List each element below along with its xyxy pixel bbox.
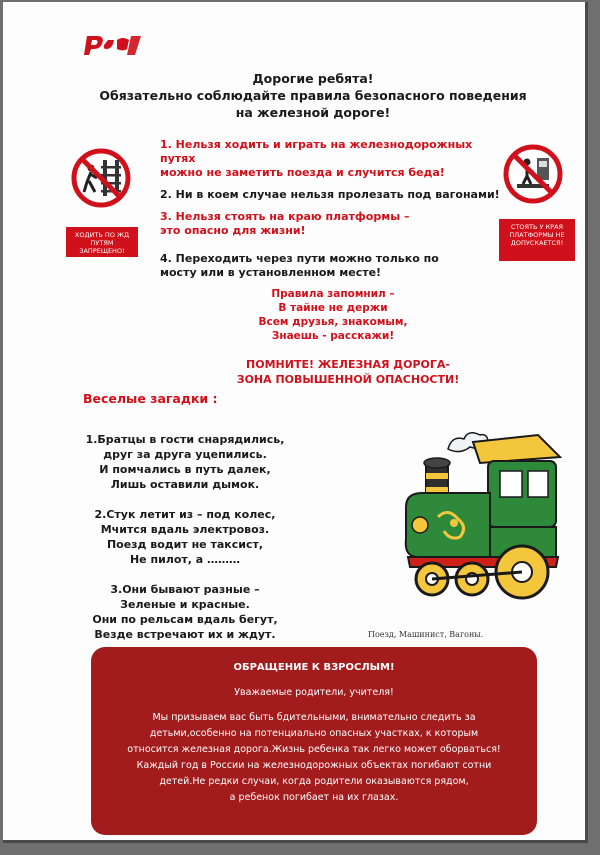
title-line: на железной дороге! — [235, 105, 391, 120]
rhyme: Правила запомнил – В тайне не держи Всем друзья, знакомым, Знаешь - расскажи! — [258, 288, 408, 342]
safety-rules — [160, 138, 505, 280]
title-line: Обязательно соблюдайте правила безопасного поведения — [99, 88, 527, 103]
appeal-to-adults-box — [91, 647, 537, 835]
no-walking-on-tracks-icon — [71, 148, 131, 208]
riddle-2: 2.Стук летит из – под колес, Мчится вдаль электровоз. Поезд водит не таксист, Не пилот, а ……… — [94, 508, 276, 566]
cartoon-train-illustration — [398, 427, 568, 612]
rzd-logo — [83, 32, 143, 58]
riddles-heading: Веселые загадки : — [83, 391, 218, 406]
rule-item: 4. Переходить через пути можно только по мосту или в установленном месте! — [160, 252, 439, 279]
danger-warning: ПОМНИТЕ! ЖЕЛЕЗНАЯ ДОРОГА- ЗОНА ПОВЫШЕННОЙ ОПАСНОСТИ! — [236, 358, 460, 386]
page-title — [63, 70, 563, 121]
rule-item: 3. Нельзя стоять на краю платформы – это опасно для жизни! — [160, 210, 410, 237]
sign-label-no-standing: СТОЯТЬ У КРАЯ ПЛАТФОРМЫ НЕ ДОПУСКАЕТСЯ! — [499, 219, 575, 261]
sign-label-no-walking: ХОДИТЬ ПО ЖД ПУТЯМ ЗАПРЕЩЕНО! — [66, 227, 138, 257]
rule-item: 2. Ни в коем случае нельзя пролезать под вагонами! — [160, 188, 500, 201]
no-standing-at-edge-icon — [503, 144, 563, 204]
appeal-title: ОБРАЩЕНИЕ К ВЗРОСЛЫМ! — [233, 662, 395, 673]
riddle-1: 1.Братцы в гости снарядились, друг за друга уцепились. И помчались в путь далек, Лишь оставили дымок. — [85, 433, 285, 491]
riddle-3: 3.Они бывают разные – Зеленые и красные. Они по рельсам вдаль бегут, Везде встречают их и ждут. — [92, 583, 278, 641]
poster-page — [3, 2, 588, 843]
title-line: Дорогие ребята! — [252, 71, 374, 86]
rule-item: 1. Нельзя ходить и играть на железнодорожных путях можно не заметить поезда и случится беда! — [160, 138, 473, 179]
appeal-body: Мы призываем вас быть бдительными, внимательно следить за детьми,особенно на потенциально опасных участках, к которым относится железная дорога.Жизнь ребенка так легко может оборваться! Каждый год в России на железнодорожных объектах погибают сотни детей.Не редки случаи, когда родители оказываются рядом, а ребенок погибает на их глазах. — [127, 712, 501, 803]
appeal-greeting: Уважаемые родители, учителя! — [234, 687, 394, 698]
riddle-answers: Поезд, Машинист, Вагоны. — [368, 630, 484, 639]
